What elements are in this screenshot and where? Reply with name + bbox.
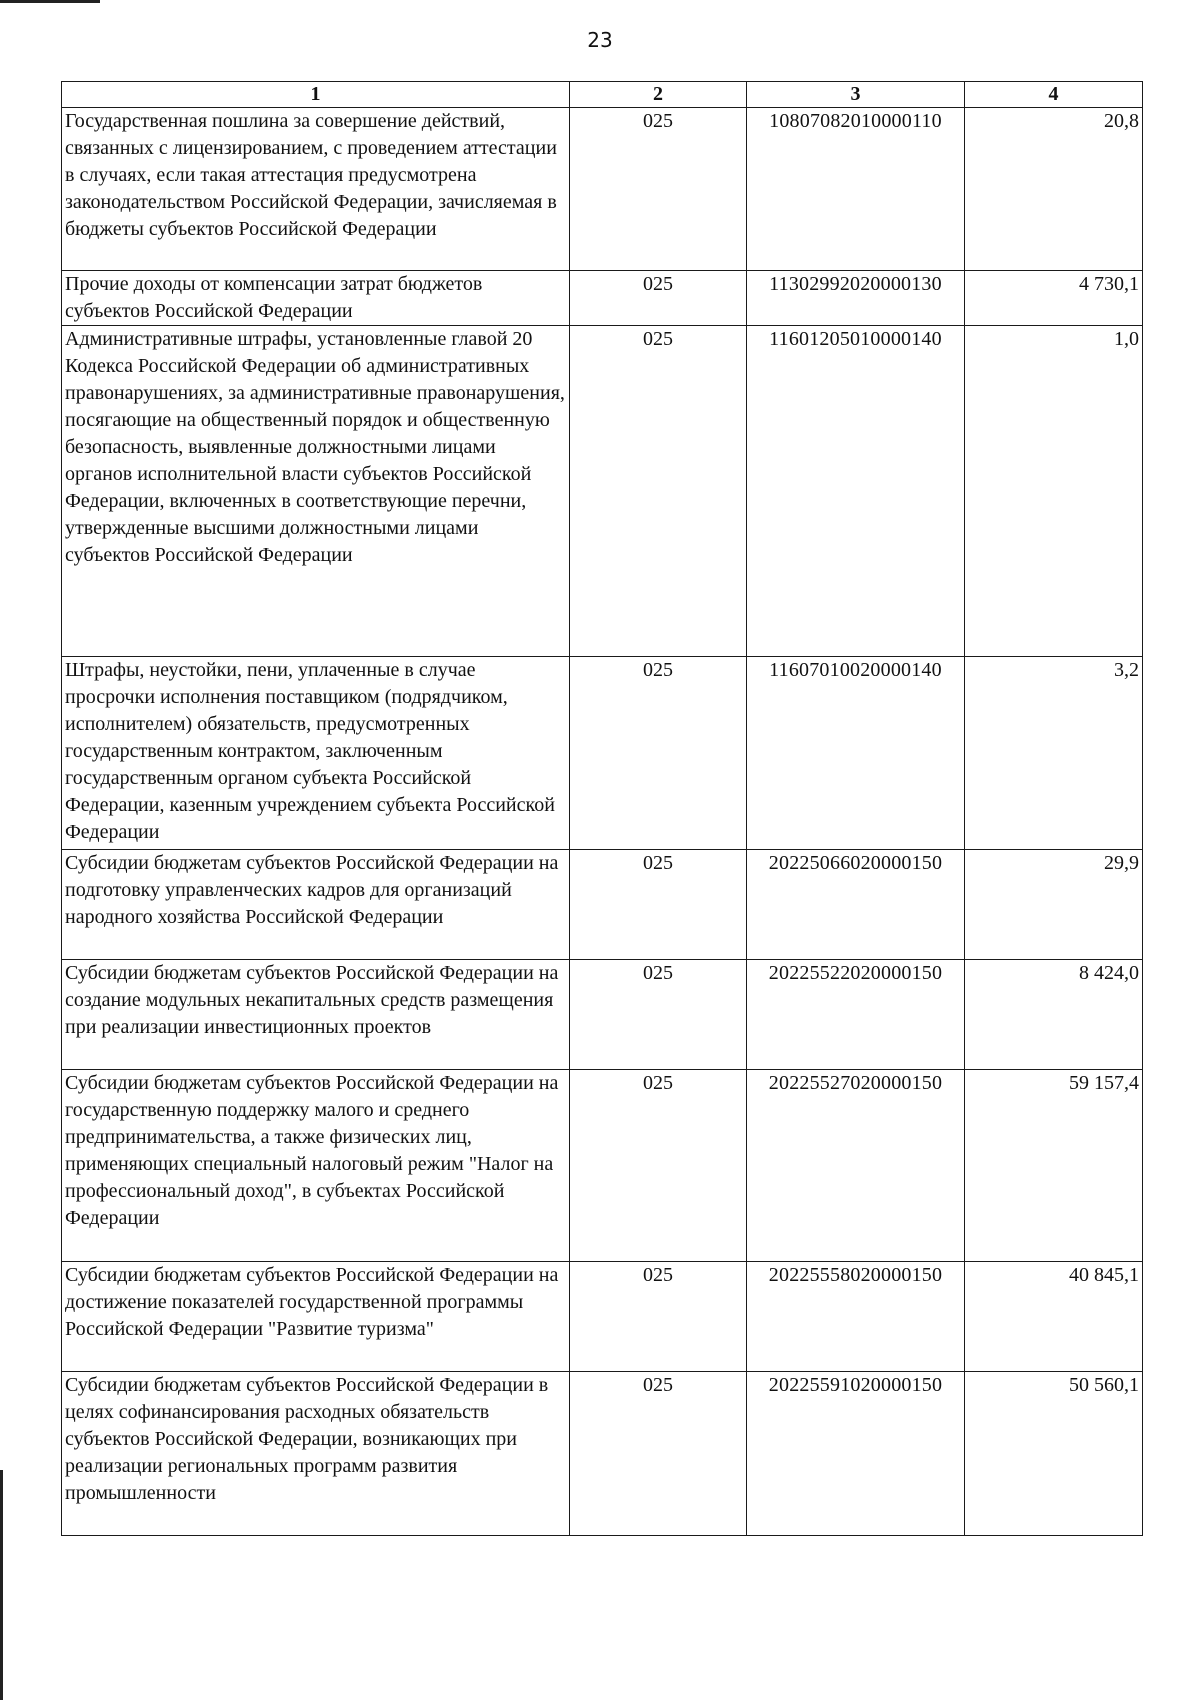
revenue-table bbox=[61, 81, 1143, 1536]
administrator-code: 025 bbox=[570, 1070, 747, 1262]
header-col-1: 1 bbox=[62, 82, 570, 108]
amount: 40 845,1 bbox=[965, 1262, 1143, 1372]
amount: 3,2 bbox=[965, 657, 1143, 850]
revenue-name: Штрафы, неустойки, пени, уплаченные в случае просрочки исполнения поставщиком (подрядчиком, исполнителем) обязательств, предусмотренных государственным контрактом, заключенным государственным органом субъекта Российской Федерации, казенным учреждением субъекта Российской Федерации bbox=[62, 657, 570, 850]
table-row bbox=[62, 960, 1143, 1070]
revenue-name: Субсидии бюджетам субъектов Российской Федерации на подготовку управленческих кадров для организаций народного хозяйства Российской Федерации bbox=[62, 850, 570, 960]
amount: 4 730,1 bbox=[965, 271, 1143, 326]
administrator-code: 025 bbox=[570, 108, 747, 271]
revenue-name: Субсидии бюджетам субъектов Российской Федерации на создание модульных некапитальных средств размещения при реализации инвестиционных проектов bbox=[62, 960, 570, 1070]
budget-classification-code: 20225522020000150 bbox=[747, 960, 965, 1070]
table-header-row bbox=[62, 82, 1143, 108]
header-col-2: 2 bbox=[570, 82, 747, 108]
table-row bbox=[62, 108, 1143, 271]
administrator-code: 025 bbox=[570, 1262, 747, 1372]
page-number: 23 bbox=[587, 28, 613, 52]
table-row bbox=[62, 271, 1143, 326]
table-row bbox=[62, 657, 1143, 850]
amount: 59 157,4 bbox=[965, 1070, 1143, 1262]
revenue-name: Государственная пошлина за совершение действий, связанных с лицензированием, с проведением аттестации в случаях, если такая аттестация предусмотрена законодательством Российской Федерации, зачисляемая в бюджеты субъектов Российской Федерации bbox=[62, 108, 570, 271]
budget-classification-code: 20225591020000150 bbox=[747, 1372, 965, 1536]
budget-classification-code: 11607010020000140 bbox=[747, 657, 965, 850]
administrator-code: 025 bbox=[570, 960, 747, 1070]
budget-classification-code: 11601205010000140 bbox=[747, 326, 965, 657]
scan-edge-mark-left bbox=[0, 1470, 3, 1700]
administrator-code: 025 bbox=[570, 850, 747, 960]
table-row bbox=[62, 850, 1143, 960]
table-row bbox=[62, 326, 1143, 657]
budget-classification-code: 20225066020000150 bbox=[747, 850, 965, 960]
budget-classification-code: 11302992020000130 bbox=[747, 271, 965, 326]
revenue-name: Прочие доходы от компенсации затрат бюджетов субъектов Российской Федерации bbox=[62, 271, 570, 326]
revenue-name: Субсидии бюджетам субъектов Российской Федерации на достижение показателей государственной программы Российской Федерации "Развитие туризма" bbox=[62, 1262, 570, 1372]
administrator-code: 025 bbox=[570, 657, 747, 850]
table-row bbox=[62, 1262, 1143, 1372]
administrator-code: 025 bbox=[570, 1372, 747, 1536]
table-row bbox=[62, 1372, 1143, 1536]
amount: 1,0 bbox=[965, 326, 1143, 657]
budget-classification-code: 10807082010000110 bbox=[747, 108, 965, 271]
amount: 29,9 bbox=[965, 850, 1143, 960]
budget-classification-code: 20225527020000150 bbox=[747, 1070, 965, 1262]
header-col-3: 3 bbox=[747, 82, 965, 108]
header-col-4: 4 bbox=[965, 82, 1143, 108]
scan-edge-mark-top bbox=[0, 0, 100, 3]
revenue-name: Субсидии бюджетам субъектов Российской Федерации в целях софинансирования расходных обязательств субъектов Российской Федерации, возникающих при реализации региональных программ развития промышленности bbox=[62, 1372, 570, 1536]
revenue-name: Субсидии бюджетам субъектов Российской Федерации на государственную поддержку малого и среднего предпринимательства, а также физических лиц, применяющих специальный налоговый режим "Налог на профессиональный доход", в субъектах Российской Федерации bbox=[62, 1070, 570, 1262]
amount: 50 560,1 bbox=[965, 1372, 1143, 1536]
table-row bbox=[62, 1070, 1143, 1262]
administrator-code: 025 bbox=[570, 271, 747, 326]
amount: 20,8 bbox=[965, 108, 1143, 271]
amount: 8 424,0 bbox=[965, 960, 1143, 1070]
revenue-name: Административные штрафы, установленные главой 20 Кодекса Российской Федерации об административных правонарушениях, за административные правонарушения, посягающие на общественный порядок и общественную безопасность, выявленные должностными лицами органов исполнительной власти субъектов Российской Федерации, включенных в соответствующие перечни, утвержденные высшими должностными лицами субъектов Российской Федерации bbox=[62, 326, 570, 657]
administrator-code: 025 bbox=[570, 326, 747, 657]
budget-classification-code: 20225558020000150 bbox=[747, 1262, 965, 1372]
